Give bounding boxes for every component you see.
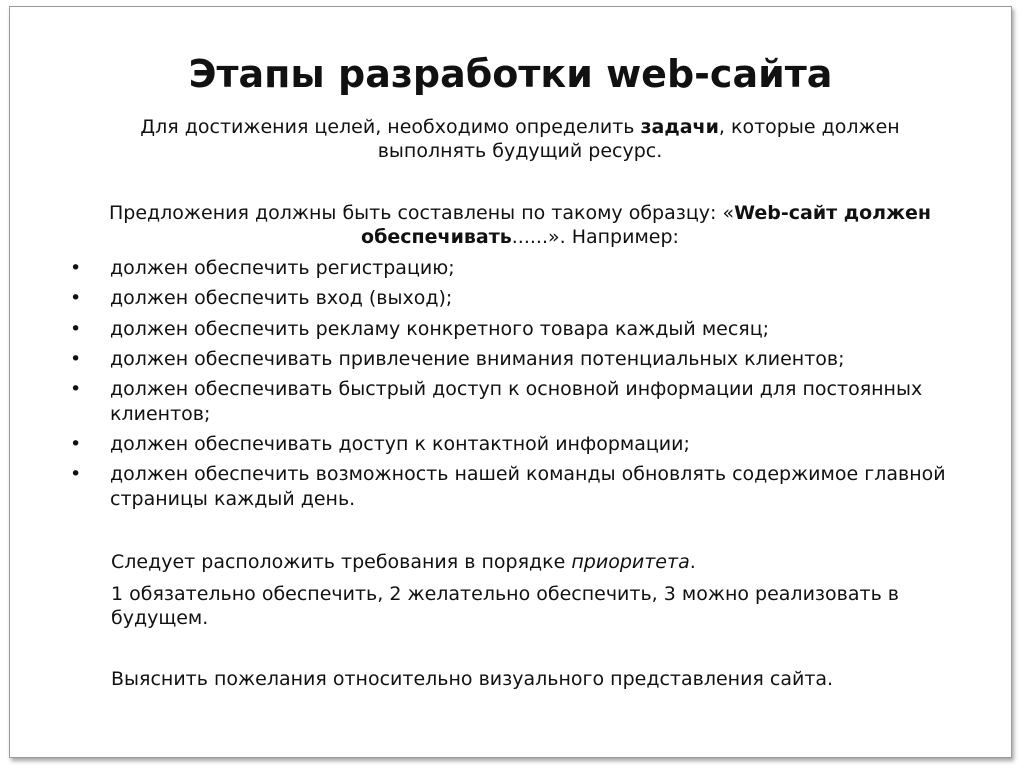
list-item-text: должен обеспечивать доступ к контактной информации;: [110, 432, 690, 455]
bullet-icon: •: [70, 287, 82, 310]
priority-text-end: .: [689, 551, 696, 573]
pattern-paragraph: [70, 201, 970, 250]
priority-levels-paragraph: 1 обязательно обеспечить, 2 желательно обеспечить, 3 можно реализовать в будущем.: [111, 583, 899, 630]
list-item: [60, 286, 970, 310]
slide-title: Этапы разработки web-сайта: [188, 52, 833, 96]
list-item-text: должен обеспечивать быстрый доступ к основной информации для постоянных клиентов;: [110, 378, 923, 425]
list-item: [60, 377, 970, 426]
bullet-icon: •: [70, 378, 82, 401]
bullet-icon: •: [70, 347, 82, 370]
intro-text-start: Для достижения целей, необходимо определить: [140, 116, 641, 138]
priority-italic-term: приоритета: [571, 551, 690, 573]
priority-paragraph: [111, 550, 991, 574]
list-item-text: должен обеспечить вход (выход);: [110, 287, 453, 310]
list-item: [60, 432, 970, 456]
intro-text-end: , которые должен выполнять будущий ресурс.: [377, 116, 900, 163]
list-item: [60, 256, 970, 280]
list-item-text: должен обеспечить регистрацию;: [110, 257, 455, 279]
bullet-icon: •: [70, 463, 82, 486]
pattern-text-end: ......». Например:: [511, 226, 679, 249]
list-item: [60, 462, 970, 511]
priority-text-start: Следует расположить требования в порядке: [111, 551, 572, 573]
requirements-list: [60, 256, 970, 517]
list-item-text: должен обеспечить возможность нашей команды обновлять содержимое главной страницы каждый день.: [110, 463, 946, 510]
list-item-text: должен обеспечивать привлечение внимания потенциальных клиентов;: [110, 347, 845, 370]
list-item: [60, 317, 970, 341]
list-item: [60, 347, 970, 371]
pattern-bold-phrase: Web-сайт должен обеспечивать: [361, 202, 932, 249]
bullet-icon: •: [70, 432, 82, 455]
bullet-icon: •: [70, 257, 82, 279]
visual-note-paragraph: Выяснить пожелания относительно визуального представления сайта.: [111, 668, 834, 690]
slide-frame: [9, 6, 1012, 758]
bullet-icon: •: [70, 317, 82, 340]
intro-bold-term: задачи: [640, 116, 719, 138]
pattern-text-start: Предложения должны быть составлены по такому образцу: «: [108, 202, 735, 224]
intro-paragraph: [90, 115, 950, 164]
list-item-text: должен обеспечить рекламу конкретного товара каждый месяц;: [110, 317, 770, 340]
